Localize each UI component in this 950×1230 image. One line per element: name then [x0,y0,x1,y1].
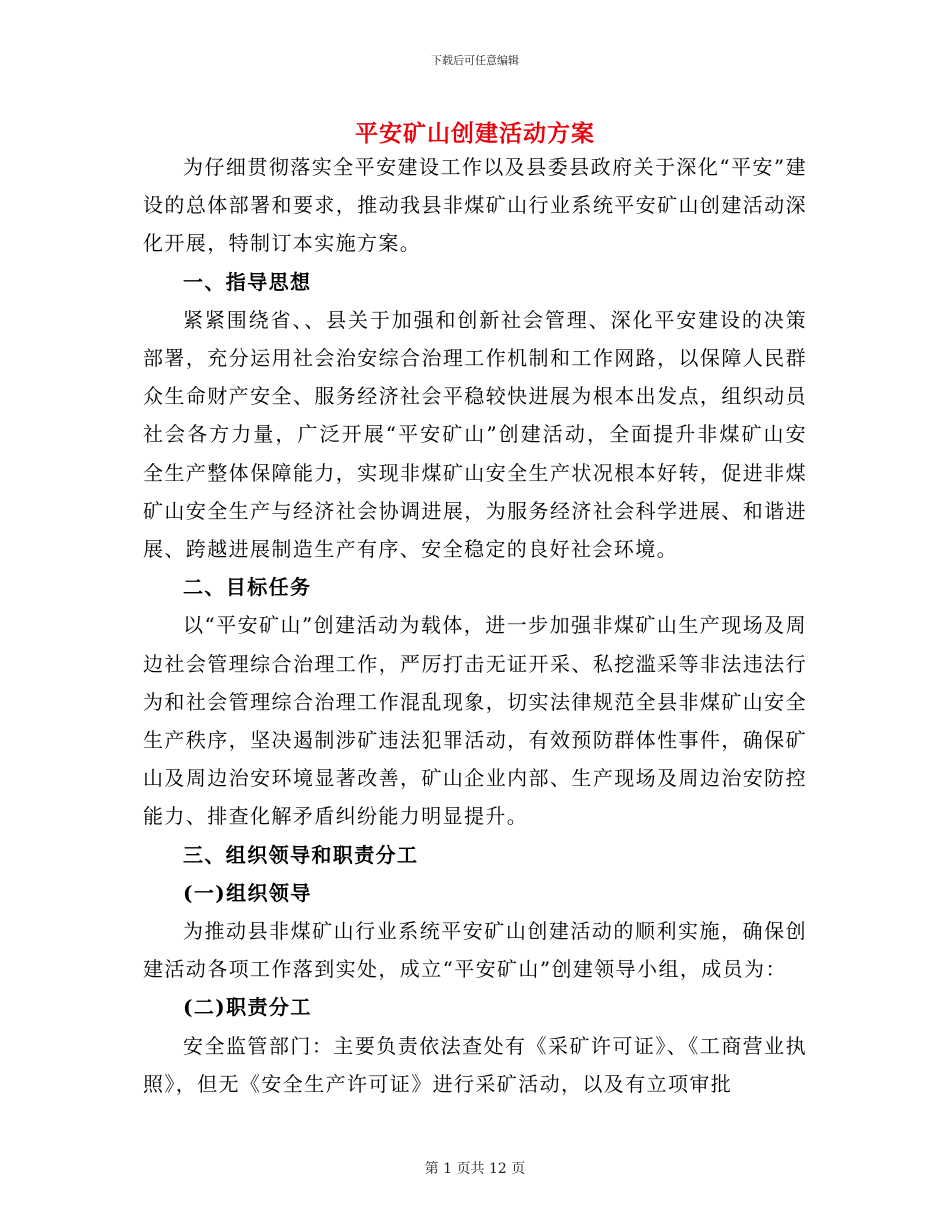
section-heading-guiding-ideology: 一、指导思想 [183,269,312,294]
page-footer: 第 1 页共 12 页 [424,1161,526,1177]
subsection-heading-duties: (二)职责分工 [183,995,312,1020]
section-body-goals: 以“平安矿山”创建活动为载体，进一步加强非煤矿山生产现场及周边社会管理综合治理工作，严厉打击无证开采、私挖滥采等非法违法行为和社会管理综合治理工作混乱现象，切实法律规范全县非煤矿山安全生产秩序，坚决遏制涉矿违法犯罪活动，有效预防群体性事件，确保矿山及周边治安环境显著改善，矿山企业内部、生产现场及周边治安防控能力、排查化解矛盾纠纷能力明显提升。 [143,613,807,829]
section-heading-organization: 三、组织领导和职责分工 [183,842,419,867]
subsection-body-leadership: 为推动县非煤矿山行业系统平安矿山创建活动的顺利实施，确保创建活动各项工作落到实处，成立“平安矿山”创建领导小组，成员为： [143,919,807,982]
subsection-body-duties: 安全监管部门：主要负责依法查处有《采矿许可证》、《工商营业执照》，但无《安全生产许可证》进行采矿活动，以及有立项审批 [143,1033,807,1096]
document-title: 平安矿山创建活动方案 [355,120,595,147]
document-body [143,148,807,1103]
section-body-guiding-ideology: 紧紧围绕省、、县关于加强和创新社会管理、深化平安建设的决策部署，充分运用社会治安综合治理工作机制和工作网路，以保障人民群众生命财产安全、服务经济社会平稳较快进展为根本出发点，组织动员社会各方力量，广泛开展“平安矿山”创建活动，全面提升非煤矿山安全生产整体保障能力，实现非煤矿山安全生产状况根本好转，促进非煤矿山安全生产与经济社会协调进展，为服务经济社会科学进展、和谐进展、跨越进展制造生产有序、安全稳定的良好社会环境。 [143,307,807,562]
subsection-heading-leadership: (一)组织领导 [183,880,312,905]
intro-paragraph: 为仔细贯彻落实全平安建设工作以及县委县政府关于深化“平安”建设的总体部署和要求，推动我县非煤矿山行业系统平安矿山创建活动深化开展，特制订本实施方案。 [143,155,807,256]
section-heading-goals: 二、目标任务 [183,575,312,600]
header-note: 下载后可任意编辑 [431,54,519,67]
